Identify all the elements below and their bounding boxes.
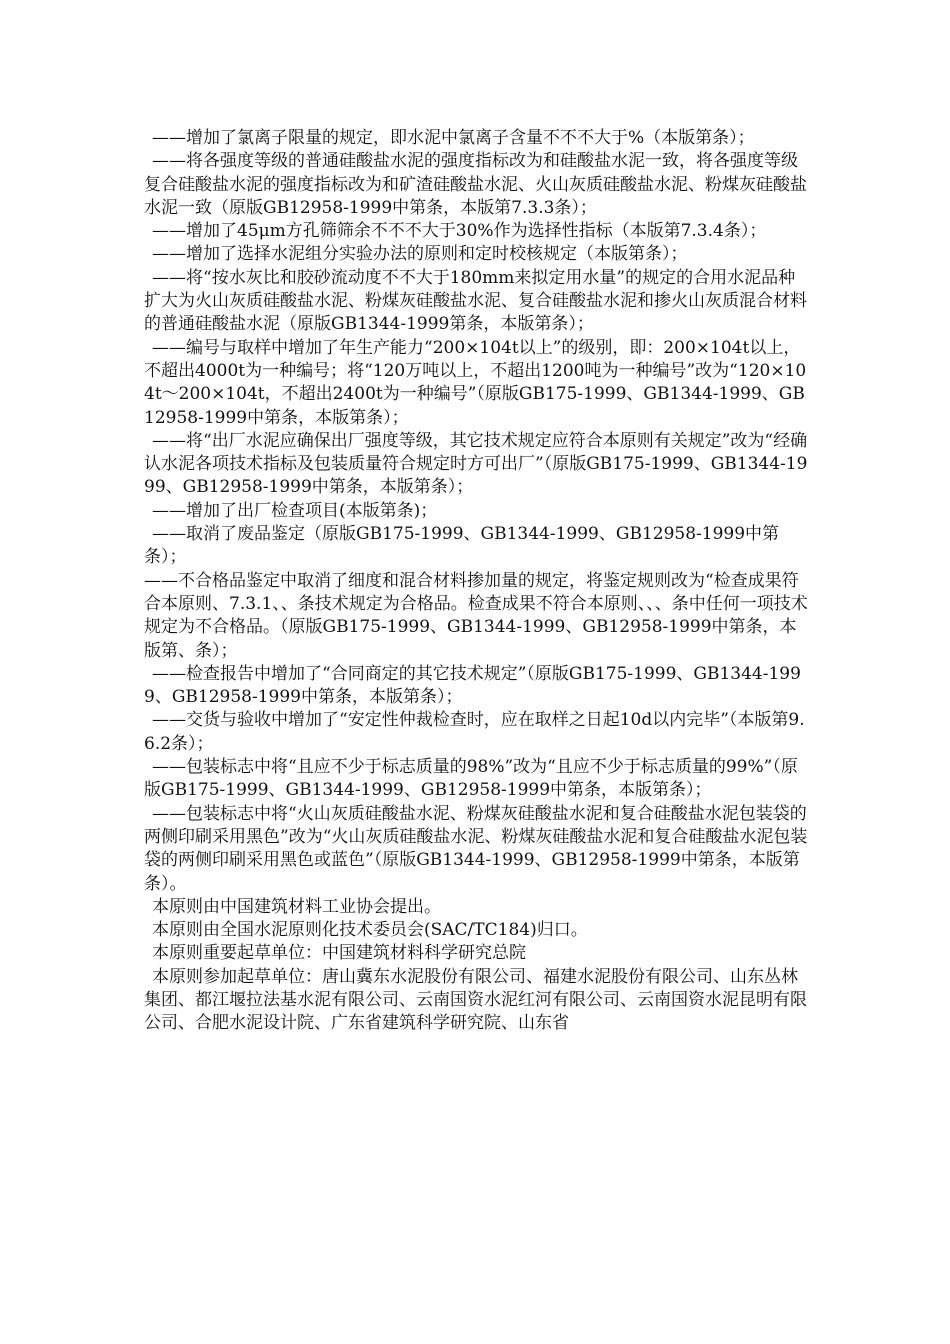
revision-item-numbering-sampling: ——编号与取样中增加了年生产能力“200×104t以上”的级别，即：200×104t以上，不超出4000t为一种编号；将“120万吨以上，不超出1200吨为一种编号”改为“120×104t～200×104t，不超出2400t为一种编号”（原版GB175-1999、GB1344-1999、GB12958-1999中第条，本版第条）；: [144, 337, 807, 428]
revision-item-water-amount: ——将“按水灰比和胶砂流动度不不大于180mm来拟定用水量”的规定的合用水泥品种扩大为火山灰质硅酸盐水泥、粉煤灰硅酸盐水泥、复合硅酸盐水泥和掺火山灰质混合材料的普通硅酸盐水泥（原版GB1344-1999第条，本版第条）；: [144, 267, 807, 335]
revision-item-factory-release: ——将“出厂水泥应确保出厂强度等级，其它技术规定应符合本原则有关规定”改为“经确认水泥各项技术指标及包装质量符合规定时方可出厂”（原版GB175-1999、GB1344-1999、GB12958-1999中第条，本版第条）；: [144, 430, 808, 498]
revision-item-strength-index: ——将各强度等级的普通硅酸盐水泥的强度指标改为和硅酸盐水泥一致，将各强度等级复合硅酸盐水泥的强度指标改为和矿渣硅酸盐水泥、火山灰质硅酸盐水泥、粉煤灰硅酸盐水泥一致（原版GB12958-1999中第条，本版第7.3.3条）；: [144, 151, 807, 218]
revision-item-nonconforming: ——不合格品鉴定中取消了细度和混合材料掺加量的规定，将鉴定规则改为“检查成果符合本原则、7.3.1、、条技术规定为合格品。检查成果不符合本原则、、、条中任何一项技术规定为不合格品。（原版GB175-1999、GB1344-1999、GB12958-1999中第条，本版第、条）；: [144, 570, 808, 661]
revision-item-delivery-acceptance: ——交货与验收中增加了“安定性仲裁检查时，应在取样之日起10d以内完毕”（本版第9.6.2条）；: [144, 710, 805, 754]
statement-proposer: 本原则由中国建筑材料工业协会提出。: [152, 896, 441, 917]
statement-participating-drafters: 本原则参加起草单位：唐山冀东水泥股份有限公司、福建水泥股份有限公司、山东丛林集团、都江堰拉法基水泥有限公司、云南国资水泥红河有限公司、云南国资水泥昆明有限公司、合肥水泥设计院、广东省建筑科学研究院、山东省: [144, 966, 807, 1034]
revision-item-component-test: ——增加了选择水泥组分实验办法的原则和定时校核规定（本版第条）；: [152, 244, 688, 265]
revision-item-package-weight: ——包装标志中将“且应不少于标志质量的98%”改为“且应不少于标志质量的99%”（原版GB175-1999、GB1344-1999、GB12958-1999中第条，本版第条）；: [144, 757, 798, 801]
revision-item-waste-product: ——取消了废品鉴定（原版GB175-1999、GB1344-1999、GB12958-1999中第条）；: [144, 524, 780, 568]
revision-item-package-color: ——包装标志中将“火山灰质硅酸盐水泥、粉煤灰硅酸盐水泥和复合硅酸盐水泥包装袋的两侧印刷采用黑色”改为“火山灰质硅酸盐水泥、粉煤灰硅酸盐水泥和复合硅酸盐水泥包装袋的两侧印刷采用黑色或蓝色”（原版GB1344-1999、GB12958-1999中第条，本版第条）。: [144, 803, 808, 894]
revision-item-sieve-residue: ——增加了45μm方孔筛筛余不不不大于30%作为选择性指标（本版第7.3.4条）；: [152, 221, 767, 242]
revision-item-inspection-report: ——检查报告中增加了“合同商定的其它技术规定”（原版GB175-1999、GB1344-1999、GB12958-1999中第条，本版第条）；: [144, 663, 801, 708]
statement-technical-committee: 本原则由全国水泥原则化技术委员会(SAC/TC184)归口。: [152, 920, 588, 941]
revision-item-factory-inspection: ——增加了出厂检查项目(本版第条)；: [152, 500, 438, 521]
document-body: [144, 127, 808, 1036]
statement-main-drafter: 本原则重要起草单位：中国建筑材料科学研究总院: [152, 943, 526, 964]
revision-item-chloride: ——增加了氯离子限量的规定，即水泥中氯离子含量不不不大于%（本版第条）；: [152, 128, 755, 148]
